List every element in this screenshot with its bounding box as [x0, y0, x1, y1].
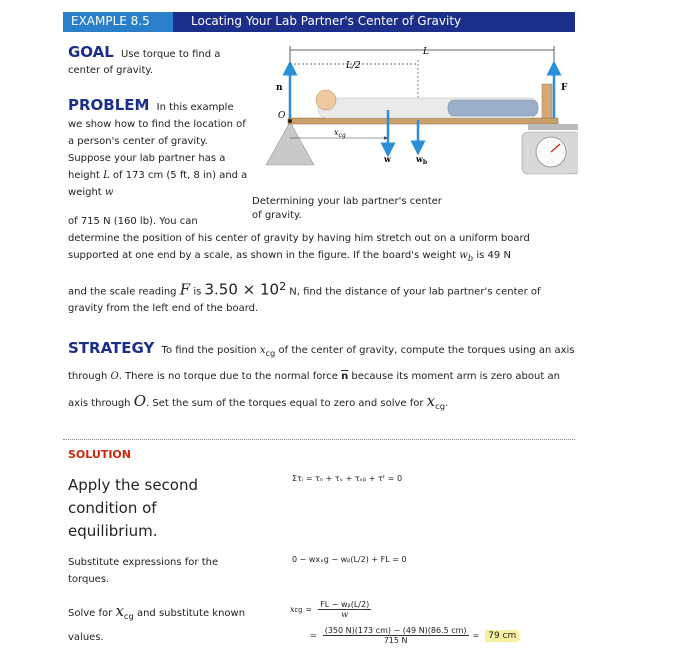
problem-text-4: determine the position of his center of gravity by having him stretch out on a uniform board supported at one end by a scale, as shown in the figure. If the board's weight: [68, 233, 530, 261]
strategy-end: .: [445, 398, 449, 409]
person-head: [316, 90, 336, 110]
svg-text:xcg: [334, 128, 346, 139]
scale-exp: 2: [279, 280, 287, 293]
person-feet: [542, 84, 552, 118]
step3-text-a: Solve for: [68, 608, 113, 619]
step3-var: x: [115, 602, 124, 620]
scale-top: [528, 124, 578, 130]
solution-step-1: Apply the second condition of equilibrium.: [68, 476, 198, 540]
strategy-text-1: To find the position: [161, 345, 257, 356]
lab-partner-figure: [258, 40, 578, 190]
strategy-n: $\overline{n}$: [341, 371, 349, 382]
problem-text-2: of 173 cm (5 ft, 8 in) and a weight: [68, 170, 248, 198]
problem-text-6: and the scale reading: [68, 286, 177, 298]
solution-heading: SOLUTION: [68, 448, 131, 461]
problem-heading: PROBLEM: [68, 96, 150, 114]
eq4-numerator: (350 N)(173 cm) − (49 N)(86.5 cm): [324, 626, 467, 635]
label-xcg: x: [334, 128, 339, 137]
strategy-text-5: . Set the sum of the torques equal to zero and solve for: [146, 398, 424, 409]
strategy-heading: STRATEGY: [68, 339, 155, 357]
label-O: O: [278, 111, 286, 121]
strategy-var-sub: cg: [265, 348, 276, 358]
section-divider: [63, 439, 575, 440]
step3-sub: cg: [123, 611, 134, 621]
label-F: F: [561, 83, 568, 93]
step3-text-b: and substitute known values.: [68, 608, 246, 643]
eq3-fraction: [318, 600, 371, 619]
goal-text: Use torque to find a center of gravity.: [68, 49, 221, 76]
person-legs: [448, 100, 538, 116]
eq3-lhs: x: [290, 605, 295, 614]
var-wb: w: [459, 250, 468, 261]
problem-continued-2: [68, 278, 578, 317]
var-L: L: [103, 170, 110, 181]
problem-text-8: N, find the distance of your lab partner's center of gravity from the left end of the board.: [68, 286, 541, 315]
problem-text-3: of 715 N (160 lb). You can: [68, 216, 198, 227]
label-w: w: [384, 154, 391, 164]
scale-value: 3.50 × 10: [204, 280, 280, 299]
label-wb: w: [416, 154, 423, 164]
var-wb-sub: b: [467, 253, 474, 263]
figure-caption: Determining your lab partner's center of gravity.: [252, 196, 442, 221]
pivot-support: [266, 122, 314, 165]
strategy-text-3: . There is no torque due to the normal force: [118, 371, 338, 382]
equation-1: Στᵢ = τₙ + τᵥ + τᵥᵦ + τᶠ = 0: [292, 474, 403, 483]
eq3-denominator: w: [341, 610, 349, 619]
strategy-section: [68, 336, 578, 418]
strategy-var-x: x: [259, 345, 266, 356]
example-title: Locating Your Lab Partner's Center of Gravity: [191, 14, 462, 28]
problem-text-7: is: [193, 286, 202, 298]
strategy-var-x2: x: [426, 392, 436, 410]
label-L: L: [423, 47, 429, 57]
example-header: [63, 12, 575, 32]
strategy-var-sub2: cg: [435, 401, 445, 411]
strategy-text-2: of the center of gravity, compute the torques using an axis through: [68, 345, 575, 382]
problem-section: [68, 97, 248, 201]
equation-2: 0 − wxₓg − wᵦ(L/2) + FL = 0: [292, 555, 407, 564]
label-wb-sub: b: [422, 159, 428, 166]
eq4-fraction: [323, 626, 469, 645]
eq3-numerator: FL − wᵦ(L/2): [320, 600, 370, 609]
strategy-O2: O: [133, 392, 147, 410]
goal-section: [68, 44, 248, 79]
label-xcg-sub: cg: [338, 132, 346, 139]
example-tag: EXAMPLE 8.5: [63, 12, 173, 32]
problem-text-1: In this example we show how to find the location of a person's center of gravity. Suppose your lab partner has a height: [68, 102, 246, 181]
strategy-text-4: because its moment arm is zero about an axis through: [68, 371, 560, 409]
final-result: 79 cm: [485, 630, 519, 642]
eq3-lhs-sub: cg: [294, 605, 303, 614]
label-half: L/2: [346, 61, 361, 71]
solution-step-2: Substitute expressions for the torques.: [68, 557, 219, 585]
svg-text:wb: [415, 154, 427, 166]
label-n: n: [276, 83, 283, 93]
solution-step-3: [68, 600, 248, 649]
equation-4: = $\frac{(350 N)(173 cm) - (49 N)(86.5 cm)}{715 N}$ = 79 cm: [310, 626, 519, 645]
var-F: F: [179, 280, 191, 299]
board: [288, 118, 558, 124]
goal-heading: GOAL: [68, 43, 114, 61]
problem-text-5: is 49 N: [476, 250, 511, 261]
equation-3: x cg = $\frac{\text{FL − wᵦ(L/2)}}{w}$: [290, 600, 370, 619]
strategy-O1: O: [110, 371, 119, 382]
eq4-denominator: 715 N: [383, 636, 408, 645]
var-w: w: [104, 187, 114, 198]
